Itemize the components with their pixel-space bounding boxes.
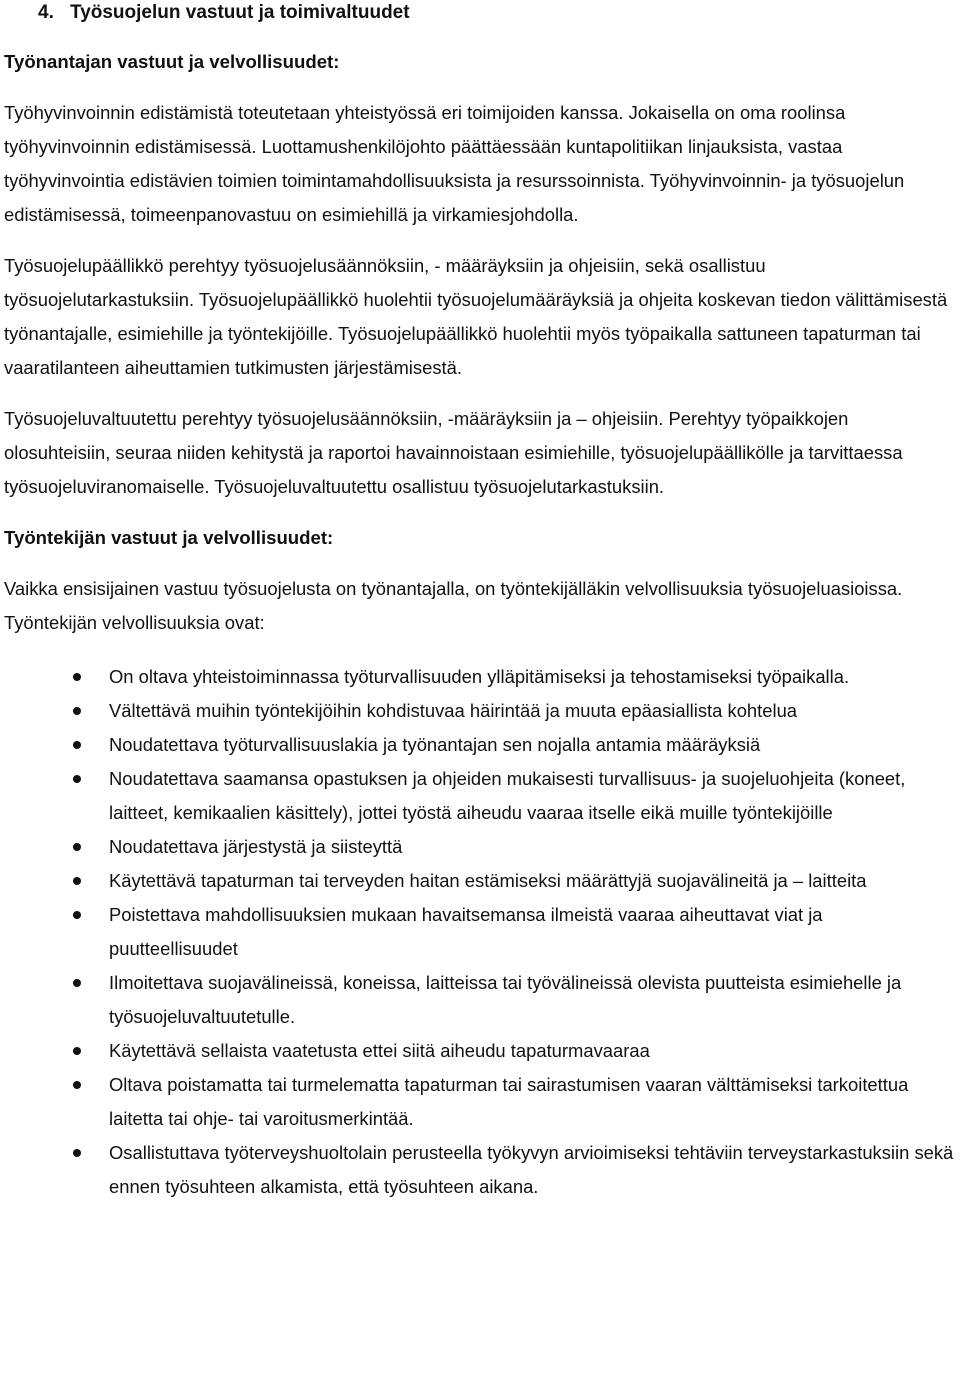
employer-paragraph: Työsuojelupäällikkö perehtyy työsuojelusäännöksiin, - määräyksiin ja ohjeisiin, sekä osallistuu työsuojelutarkastuksiin. Työsuojelupäällikkö huolehtii työsuojelumääräyksiä ja ohjeita koskevan tiedon välittämisestä työnantajalle, esimiehille ja työntekijöille. Työsuojelupäällikkö huolehtii myös työpaikalla sattuneen tapaturman tai vaaratilanteen aiheuttamien tutkimusten järjestämisestä. <box>4 255 948 378</box>
bullet-icon <box>73 979 81 987</box>
duty-text: Noudatettava työturvallisuuslakia ja työnantajan sen nojalla antamia määräyksiä <box>109 734 761 755</box>
bullet-icon <box>73 877 81 885</box>
list-item <box>4 864 956 898</box>
bullet-icon <box>73 843 81 851</box>
duty-text: Noudatettava järjestystä ja siisteyttä <box>109 836 403 857</box>
bullet-icon <box>73 911 81 919</box>
list-item <box>4 1034 956 1068</box>
duty-text: Noudatettava saamansa opastuksen ja ohjeiden mukaisesti turvallisuus- ja suojeluohjeita (koneet, laitteet, kemikaalien käsittely), jottei työstä aiheudu vaaraa itselle eikä muille työntekijöille <box>109 768 906 823</box>
bullet-icon <box>73 741 81 749</box>
bullet-icon <box>73 707 81 715</box>
list-item <box>4 762 956 830</box>
employer-paragraph: Työhyvinvoinnin edistämistä toteutetaan yhteistyössä eri toimijoiden kanssa. Jokaisella on oma roolinsa työhyvinvoinnin edistämisessä. Luottamushenkilöjohto päättäessään kuntapolitiikan linjauksista, vastaa työhyvinvointia edistävien toimien toimintamahdollisuuksista ja resurssoinnista. Työhyvinvoinnin- ja työsuojelun edistämisessä, toimeenpanovastuu on esimiehillä ja virkamiesjohdolla. <box>4 102 905 225</box>
list-item <box>4 728 956 762</box>
duty-text: Oltava poistamatta tai turmelematta tapaturman tai sairastumisen vaaran välttämiseksi tarkoitettua laitetta tai ohje- tai varoitusmerkintää. <box>109 1074 909 1129</box>
duty-text: Käytettävä tapaturman tai terveyden haitan estämiseksi määrättyjä suojavälineitä ja – laitteita <box>109 870 867 891</box>
list-item <box>4 830 956 864</box>
employee-heading: Työntekijän vastuut ja velvollisuudet: <box>4 527 334 548</box>
duty-text: Osallistuttava työterveyshuoltolain perusteella työkyvyn arvioimiseksi tehtäviin terveystarkastuksiin sekä ennen työsuhteen alkamista, että työsuhteen aikana. <box>109 1142 954 1197</box>
duty-text: Käytettävä sellaista vaatetusta ettei siitä aiheudu tapaturmavaaraa <box>109 1040 650 1061</box>
bullet-icon <box>73 1149 81 1157</box>
section-title-text: Työsuojelun vastuut ja toimivaltuudet <box>70 2 410 23</box>
section-title <box>4 0 956 26</box>
bullet-icon <box>73 673 81 681</box>
list-item <box>4 694 956 728</box>
list-item <box>4 1136 956 1204</box>
duty-text: Poistettava mahdollisuuksien mukaan havaitsemansa ilmeistä vaaraa aiheuttavat viat ja puutteellisuudet <box>109 904 823 959</box>
list-item <box>4 898 956 966</box>
list-item <box>4 966 956 1034</box>
employee-intro: Vaikka ensisijainen vastuu työsuojelusta on työnantajalla, on työntekijälläkin velvollisuuksia työsuojeluasioissa. Työntekijän velvollisuuksia ovat: <box>4 578 903 633</box>
bullet-icon <box>73 775 81 783</box>
bullet-icon <box>73 1081 81 1089</box>
list-item <box>4 1068 956 1136</box>
duty-text: Ilmoitettava suojavälineissä, koneissa, laitteissa tai työvälineissä olevista puutteista esimiehelle ja työsuojeluvaltuutetulle. <box>109 972 902 1027</box>
employer-heading: Työnantajan vastuut ja velvollisuudet: <box>4 51 340 72</box>
employer-paragraph: Työsuojeluvaltuutettu perehtyy työsuojelusäännöksiin, -määräyksiin ja – ohjeisiin. Perehtyy työpaikkojen olosuhteisiin, seuraa niiden kehitystä ja raportoi havainnoistaan esimiehille, työsuojelupäällikölle ja tarvittaessa työsuojeluviranomaiselle. Työsuojeluvaltuutettu osallistuu työsuojelutarkastuksiin. <box>4 408 903 497</box>
bullet-icon <box>73 1047 81 1055</box>
list-item <box>4 660 956 694</box>
duties-list <box>4 660 956 1204</box>
duty-text: On oltava yhteistoiminnassa työturvallisuuden ylläpitämiseksi ja tehostamiseksi työpaikalla. <box>109 666 850 687</box>
section-number: 4. <box>38 2 54 23</box>
duty-text: Vältettävä muihin työntekijöihin kohdistuvaa häirintää ja muuta epäasiallista kohtelua <box>109 700 798 721</box>
